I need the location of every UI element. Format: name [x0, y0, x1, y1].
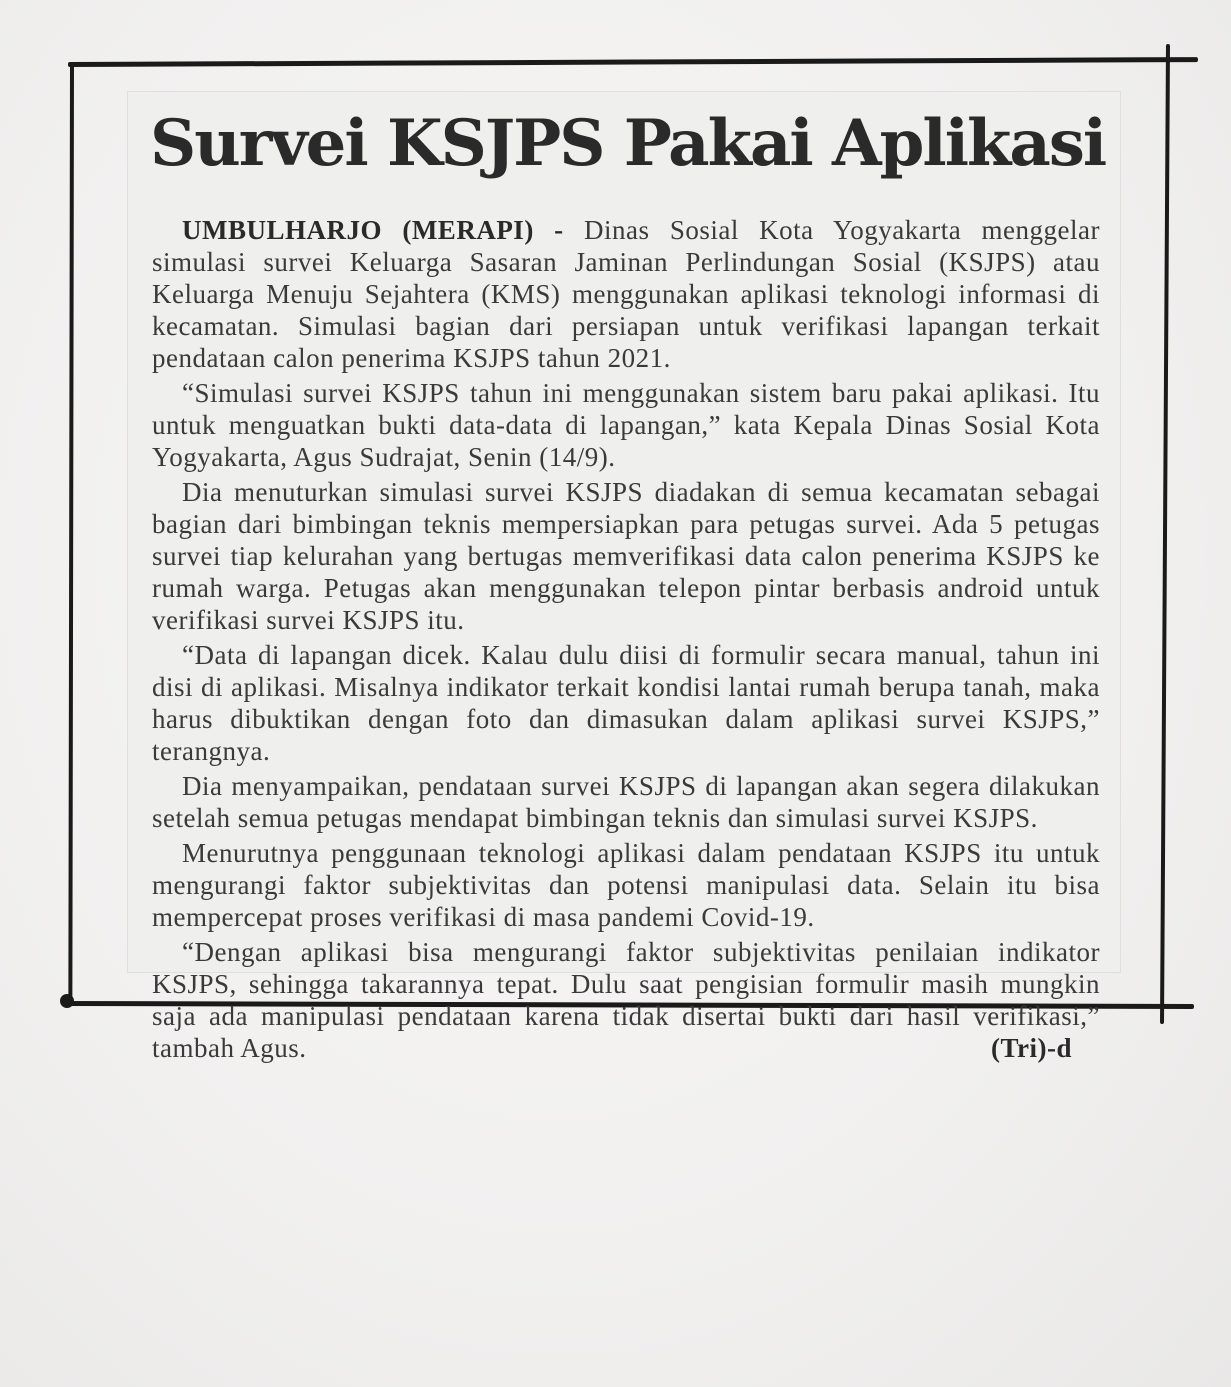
- article-paragraph-2: “Simulasi survei KSJPS tahun ini menggunakan sistem baru pakai aplikasi. Itu untuk menguatkan bukti data-data di lapangan,” kata Kepala Dinas Sosial Kota Yogyakarta, Agus Sudrajat, Senin (14/9).: [152, 378, 1100, 472]
- article-paragraph-6: Menurutnya penggunaan teknologi aplikasi dalam pendataan KSJPS itu untuk mengurangi faktor subjektivitas dan potensi manipulasi data. Selain itu bisa mempercepat proses verifikasi di masa pandemi Covid-19.: [152, 838, 1100, 932]
- frame-line-left: [68, 62, 74, 1006]
- article-paragraph-1: [152, 214, 1100, 374]
- article-paragraph-5: Dia menyampaikan, pendataan survei KSJPS di lapangan akan segera dilakukan setelah semua petugas mendapat bimbingan teknis dan simulasi survei KSJPS.: [152, 771, 1100, 833]
- article-paragraph-4: “Data di lapangan dicek. Kalau dulu diisi di formulir secara manual, tahun ini disi di aplikasi. Misalnya indikator terkait kondisi lantai rumah berupa tanah, maka harus dibuktikan dengan foto dan dimasukan dalam aplikasi survei KSJPS,” terangnya.: [152, 640, 1100, 766]
- article-paragraph-1-text: Dinas Sosial Kota Yogyakarta menggelar simulasi survei Keluarga Sasaran Jaminan Perlindungan Sosial (KSJPS) atau Keluarga Menuju Sejahtera (KMS) menggunakan aplikasi teknologi informasi di kecamatan. Simulasi bagian dari persiapan untuk verifikasi lapangan terkait pendataan calon penerima KSJPS tahun 2021.: [152, 215, 1101, 373]
- frame-line-right: [1160, 44, 1170, 1024]
- article-paragraph-7: [152, 936, 1100, 1064]
- frame-corner-dot: [60, 994, 74, 1008]
- article-paragraph-7-text: “Dengan aplikasi bisa mengurangi faktor subjektivitas penilaian indikator KSJPS, sehingga takarannya tepat. Dulu saat pengisian formulir masih mungkin saja ada manipulasi pendataan karena tidak disertai bukti dari hasil verifikasi,” tambah Agus.: [152, 937, 1100, 1063]
- article-dateline: UMBULHARJO (MERAPI) -: [182, 215, 564, 245]
- article-body: [152, 214, 1100, 1067]
- article-byline: (Tri)-d: [991, 1033, 1072, 1063]
- article-headline: Survei KSJPS Pakai Aplikasi: [150, 106, 1106, 181]
- article-paragraph-3: Dia menuturkan simulasi survei KSJPS diadakan di semua kecamatan sebagai bagian dari bimbingan teknis mempersiapkan para petugas survei. Ada 5 petugas survei tiap kelurahan yang bertugas memverifikasi data calon penerima KSJPS ke rumah warga. Petugas akan menggunakan telepon pintar berbasis android untuk verifikasi survei KSJPS itu.: [152, 477, 1100, 635]
- frame-line-top: [68, 57, 1198, 67]
